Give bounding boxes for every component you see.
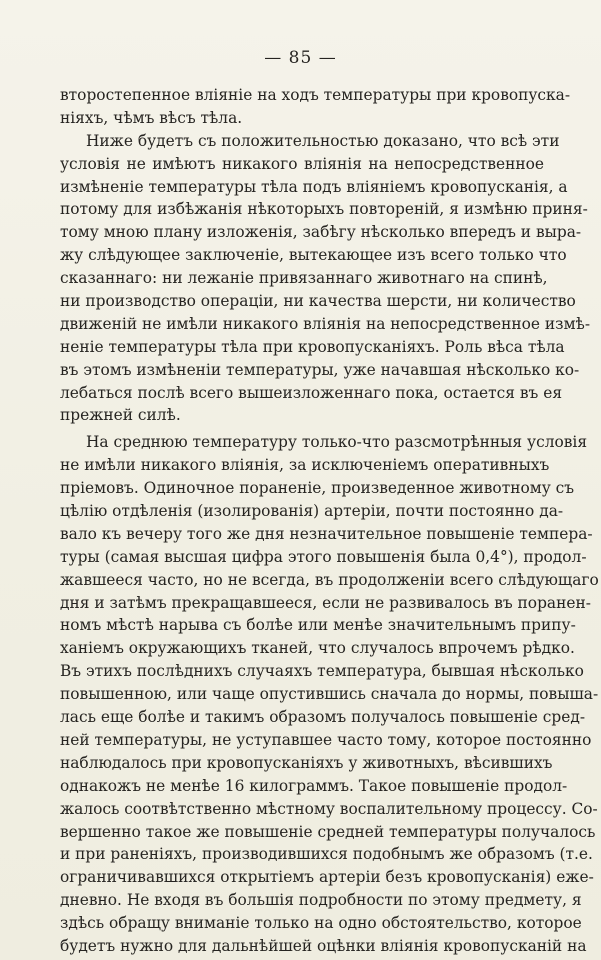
- text-line: прежней силѣ.: [60, 406, 181, 425]
- page-number: — 85 —: [264, 48, 337, 68]
- text-line: тому мною плану изложенія, забѣгу нѣсколько впередъ и выра-: [60, 223, 582, 242]
- text-line: жалось соотвѣтственно мѣстному воспалительному процессу. Со-: [60, 799, 598, 818]
- text-line: второстепенное вліяніе на ходъ температуры при кровопуска-: [60, 86, 571, 104]
- text-line: номъ мѣстѣ нарыва съ болѣе или менѣе значительнымъ припу-: [60, 616, 576, 635]
- paragraph: [60, 130, 591, 428]
- text-line: вало къ вечеру того же дня незначительное повышеніе темпера-: [60, 524, 593, 543]
- text-line: туры (самая высшая цифра этого повышенія была 0,4°), продол-: [60, 547, 587, 566]
- paragraph: [60, 84, 571, 130]
- text-line: движеній не имѣли никакого вліянія на непосредственное измѣ-: [60, 314, 591, 333]
- text-line: и при раненіяхъ, производившихся подобнымъ же образомъ (т.е.: [60, 845, 593, 864]
- text-line: цѣлію отдѣленія (изолированія) артеріи, почти постоянно да-: [60, 502, 564, 521]
- text-line: наблюдалось при кровопусканіяхъ у животныхъ, вѣсившихъ: [60, 753, 553, 772]
- text-line: потому для избѣжанія нѣкоторыхъ повтореній, я измѣню приня-: [60, 200, 588, 219]
- paragraph: [60, 431, 599, 957]
- text-line: На среднюю температуру только-что разсмотрѣнныя условія: [86, 433, 588, 452]
- text-line: ни производство операціи, ни качества шерсти, ни количество: [60, 292, 576, 311]
- text-line: ханіемъ окружающихъ тканей, что случалось впрочемъ рѣдко.: [60, 639, 575, 658]
- text-line: не имѣли никакого вліянія, за исключеніемъ оперативныхъ: [60, 456, 550, 475]
- text-line: ніяхъ, чѣмъ вѣсъ тѣла.: [60, 108, 243, 127]
- text-line: вершенно такое же повышеніе средней температуры получалось: [60, 822, 596, 841]
- text-line: въ этомъ измѣненіи температуры, уже начавшая нѣсколько ко-: [60, 360, 580, 379]
- text-line: дневно. Не входя въ большія подробности по этому предмету, я: [60, 891, 582, 910]
- text-line: условія не имѣютъ никакого вліянія на непосредственное: [60, 154, 544, 173]
- text-line: здѣсь обращу вниманіе только на одно обстоятельство, которое: [60, 914, 582, 933]
- text-line: неніе температуры тѣла при кровопусканіяхъ. Роль вѣса тѣла: [60, 337, 565, 356]
- text-line: пріемовъ. Одиночное пораненіе, произведенное животному съ: [60, 479, 575, 498]
- text-line: жу слѣдующее заключеніе, вытекающее изъ всего только что: [60, 246, 567, 265]
- text-line: ограничивавшихся открытіемъ артеріи безъ кровопусканія) еже-: [60, 868, 594, 887]
- text-line: жавшееся часто, но не всегда, въ продолженіи всего слѣдующаго: [60, 570, 599, 589]
- text-line: однакожъ не менѣе 16 килограммъ. Такое повышеніе продол-: [60, 776, 568, 795]
- text-line: лебаться послѣ всего вышеизложеннаго пока, остается въ ея: [60, 383, 563, 402]
- body-text: [60, 84, 599, 958]
- text-line: Ниже будетъ съ положительностью доказано, что всѣ эти: [86, 131, 560, 150]
- text-line: Въ этихъ послѣднихъ случаяхъ температура, бывшая нѣсколько: [60, 662, 584, 681]
- text-line: повышенною, или чаще опустившись сначала до нормы, повыша-: [60, 685, 599, 704]
- text-line: сказаннаго: ни лежаніе привязаннаго животнаго на спинѣ,: [60, 269, 548, 288]
- text-line: измѣненіе температуры тѣла подъ вліяніемъ кровопусканія, а: [60, 177, 568, 196]
- text-line: дня и затѣмъ прекращавшееся, если не развивалось въ поранен-: [60, 593, 591, 612]
- text-line: будетъ нужно для дальнѣйшей оцѣнки вліянія кровопусканій на: [60, 936, 587, 955]
- text-line: лась еще болѣе и такимъ образомъ получалось повышеніе сред-: [60, 708, 586, 727]
- text-line: ней температуры, не уступавшее часто тому, которое постоянно: [60, 730, 592, 749]
